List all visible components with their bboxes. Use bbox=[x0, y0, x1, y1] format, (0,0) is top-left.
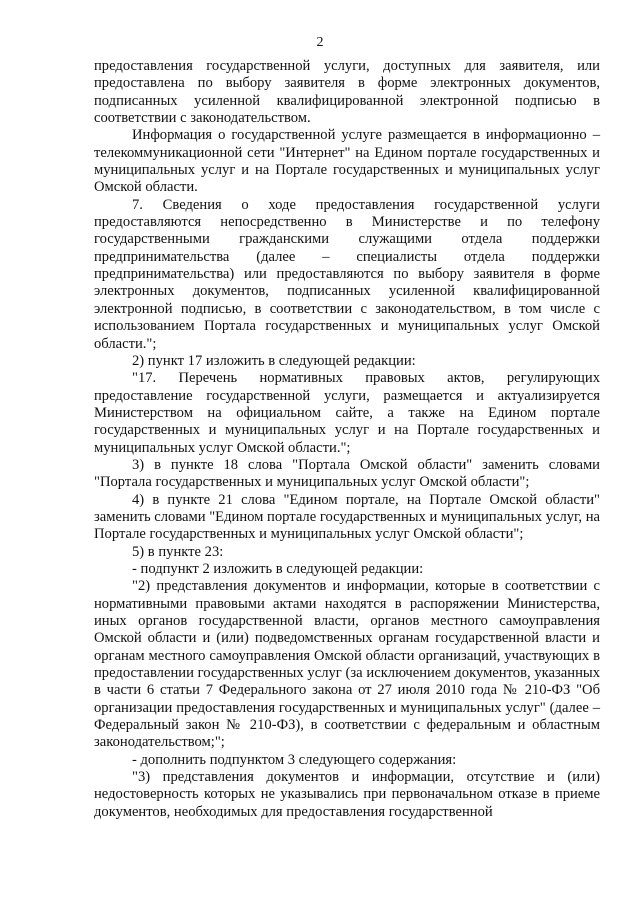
paragraph-item-17: "17. Перечень нормативных правовых актов, регулирующих предоставление государственной услуги, размещается и актуализируется Министерством на официальном сайте, а также на Едином портале государственных и муниципальных услуг и на Портале государственных и муниципальных услуг Омской области."; bbox=[94, 370, 600, 456]
document-body bbox=[94, 58, 600, 821]
paragraph-internet-info: Информация о государственной услуге размещается в информационно – телекоммуникационной сети "Интернет" на Едином портале государственных и муниципальных услуг и на Портале государственных и муниципальных услуг Омской области. bbox=[94, 127, 600, 196]
page-number: 2 bbox=[316, 35, 324, 50]
paragraph-subitem-2: "2) представления документов и информации, которые в соответствии с нормативными правовыми актами находятся в распоряжении Министерства, иных органов государственной власти, органов местного самоуправления Омской области и (или) подведомственных органам государственной власти и органам местного самоуправления Омской области организаций, участвующих в предоставлении государственных услуг (за исключением документов, указанных в части 6 статьи 7 Федерального закона от 27 июля 2010 года № 210-ФЗ "Об организации предоставления государственных и муниципальных услуг" (далее – Федеральный закон № 210-ФЗ), в соответствии с федеральным и областным законодательством;"; bbox=[94, 578, 600, 751]
paragraph-item-7: 7. Сведения о ходе предоставления государственной услуги предоставляются непосредственно в Министерстве и по телефону государственными гражданскими служащими отдела поддержки предпринимательства (далее – специалисты отдела поддержки предпринимательства) или предоставляются по выбору заявителя в форме электронных документов, подписанных усиленной квалифицированной электронной подписью, в соответствии с законодательством, в том числе с использованием Портала государственных и муниципальных услуг Омской области."; bbox=[94, 196, 600, 352]
paragraph-subitem-3: "3) представления документов и информации, отсутствие и (или) недостоверность которых не указывались при первоначальном отказе в приеме документов, необходимых для предоставления государственной bbox=[94, 769, 600, 820]
paragraph-amendment-4: 4) в пункте 21 слова "Едином портале, на Портале Омской области" заменить словами "Едином портале государственных и муниципальных услуг, на Портале государственных и муниципальных услуг Омской области"; bbox=[94, 491, 600, 543]
paragraph-continuation: предоставления государственной услуги, доступных для заявителя, или предоставлена по выбору заявителя в форме электронных документов, подписанных усиленной квалифицированной электронной подписью в соответствии с законодательством. bbox=[94, 58, 600, 127]
paragraph-amendment-3: 3) в пункте 18 слова "Портала Омской области" заменить словами "Портала государственных и муниципальных услуг Омской области"; bbox=[94, 456, 600, 491]
paragraph-amendment-2: 2) пункт 17 изложить в следующей редакции: bbox=[132, 352, 416, 369]
paragraph-amendment-5: 5) в пункте 23: bbox=[132, 543, 224, 560]
paragraph-subitem-3-intro: - дополнить подпунктом 3 следующего содержания: bbox=[132, 751, 457, 768]
paragraph-subitem-2-intro: - подпункт 2 изложить в следующей редакции: bbox=[132, 560, 424, 577]
